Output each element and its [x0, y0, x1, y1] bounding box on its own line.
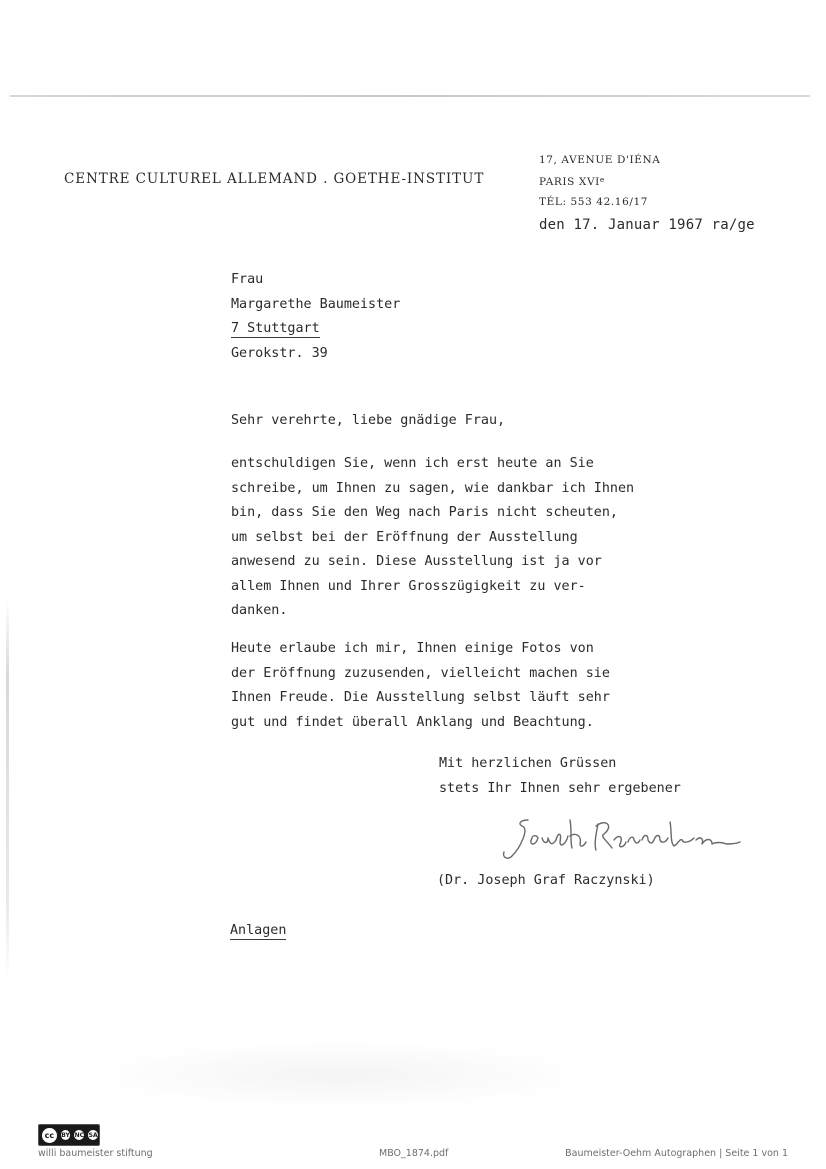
address-street: 17, AVENUE D'IÉNA: [539, 154, 661, 166]
sa-icon: SA: [87, 1129, 99, 1141]
closing-block: [439, 751, 681, 801]
handwritten-signature: [490, 808, 770, 868]
letterhead-institution: CENTRE CULTUREL ALLEMAND . GOETHE-INSTITUT: [64, 171, 485, 187]
address-city-line: [539, 170, 660, 192]
recipient-city: 7 Stuttgart: [231, 321, 320, 336]
salutation: Sehr verehrte, liebe gnädige Frau,: [231, 413, 506, 428]
signer-name: (Dr. Joseph Graf Raczynski): [437, 873, 655, 888]
date-line: den 17. Januar 1967 ra/ge: [539, 217, 755, 233]
paragraph-line: gut und findet überall Anklang und Beachtung.: [231, 714, 594, 730]
scan-left-shadow: [6, 600, 9, 980]
by-icon: BY: [60, 1129, 72, 1141]
paragraph-line: allem Ihnen und Ihrer Grosszügigkeit zu ver-: [231, 578, 586, 594]
address-city: PARIS XVI: [539, 176, 600, 188]
scan-top-edge: [10, 95, 810, 97]
paragraph-line: um selbst bei der Eröffnung der Ausstellung: [231, 529, 578, 545]
paragraph-line: schreibe, um Ihnen zu sagen, wie dankbar ich Ihnen: [231, 480, 635, 496]
footer-publisher: willi baumeister stiftung: [38, 1148, 153, 1159]
enclosures-line: [230, 923, 286, 938]
paragraph-line: bin, dass Sie den Weg nach Paris nicht scheuten,: [231, 505, 618, 520]
recipient-street: Gerokstr. 39: [231, 345, 328, 361]
closing-line-1: Mit herzlichen Grüssen: [439, 756, 617, 771]
cc-license-badge[interactable]: [38, 1124, 100, 1146]
enclosures-label: Anlagen: [230, 923, 287, 938]
letterhead-address: [539, 150, 660, 212]
scan-smudge: [80, 1040, 600, 1110]
paragraph-line: Heute erlaube ich mir, Ihnen einige Fotos von: [231, 641, 594, 656]
recipient-city-line: [231, 317, 400, 342]
body-paragraph-2: [231, 637, 610, 735]
paragraph-line: der Eröffnung zuzusenden, vielleicht machen sie: [231, 665, 610, 681]
closing-line-2: stets Ihr Ihnen sehr ergebener: [439, 781, 681, 796]
body-paragraph-1: [231, 452, 634, 624]
paragraph-line: anwesend zu sein. Diese Ausstellung ist ja vor: [231, 554, 602, 569]
paragraph-line: entschuldigen Sie, wenn ich erst heute an Sie: [231, 456, 594, 471]
footer-page-info: Baumeister-Oehm Autographen | Seite 1 von 1: [565, 1148, 788, 1159]
recipient-name: Margarethe Baumeister: [231, 296, 401, 312]
cc-icon: cc: [41, 1127, 58, 1144]
recipient-title: Frau: [231, 272, 264, 287]
address-city-suffix: e: [599, 175, 605, 184]
paragraph-line: Ihnen Freude. Die Ausstellung selbst läuft sehr: [231, 690, 610, 705]
address-phone: TÉL: 553 42.16/17: [539, 196, 649, 208]
footer-filename: MBO_1874.pdf: [379, 1148, 449, 1159]
paragraph-line: danken.: [231, 603, 288, 618]
recipient-block: [231, 268, 400, 366]
nc-icon: NC: [73, 1129, 85, 1141]
